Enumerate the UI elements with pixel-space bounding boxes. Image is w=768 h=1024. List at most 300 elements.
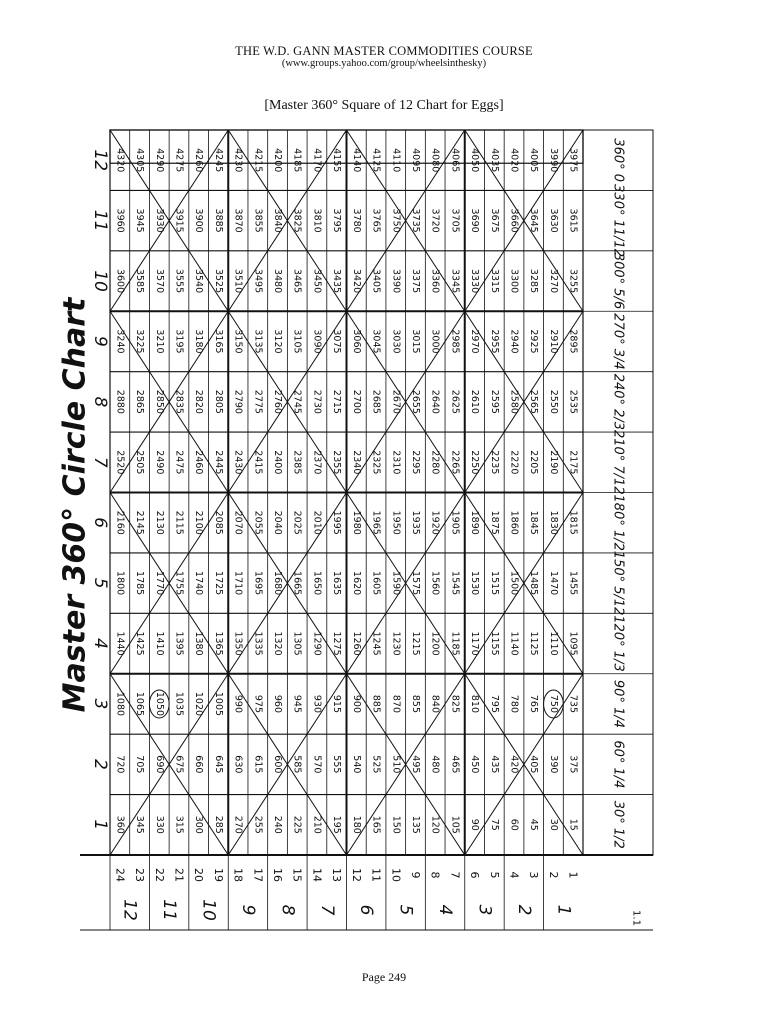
row-sub-label: 11 <box>369 868 383 882</box>
cell-value: 1080 <box>114 691 126 717</box>
cell-value: 1635 <box>331 571 343 596</box>
cell-value: 1725 <box>212 571 224 596</box>
cell-value: 2910 <box>547 329 559 354</box>
cell-value: 3075 <box>331 329 343 354</box>
degree-label: 300° 5/6 <box>610 252 626 310</box>
column-label: 11 <box>90 209 110 232</box>
cell-value: 240 <box>272 815 284 834</box>
document-title: THE W.D. GANN MASTER COMMODITIES COURSE <box>235 44 533 58</box>
cell-value: 645 <box>212 755 224 774</box>
degree-label: 360° 0 <box>610 138 626 183</box>
cell-value: 2235 <box>488 450 500 475</box>
cell-value: 3120 <box>272 329 284 354</box>
cell-value: 3720 <box>429 208 441 233</box>
cell-value: 660 <box>193 755 205 774</box>
row-sub-label: 8 <box>428 871 442 879</box>
cell-value: 2535 <box>567 389 579 414</box>
cell-value: 1560 <box>429 571 441 596</box>
row-label: 7 <box>316 904 337 916</box>
cell-value: 3840 <box>272 208 284 233</box>
cell-value: 270 <box>232 815 244 834</box>
cell-value: 3330 <box>469 268 481 294</box>
cell-value: 1170 <box>469 631 481 656</box>
cell-value: 1875 <box>488 510 500 535</box>
cell-value: 2640 <box>429 389 441 414</box>
row-sub-label: 2 <box>546 871 560 879</box>
cell-value: 3600 <box>114 268 126 294</box>
cell-value: 2700 <box>350 389 362 414</box>
cell-value: 2775 <box>252 389 264 414</box>
cell-value: 840 <box>429 694 441 714</box>
cell-value: 2205 <box>528 450 540 475</box>
row-sub-label: 16 <box>271 868 285 882</box>
cell-value: 30 <box>547 818 559 831</box>
cell-value: 1965 <box>370 510 382 535</box>
cell-value: 570 <box>311 755 323 774</box>
cell-value: 1845 <box>528 510 540 535</box>
cell-value: 405 <box>528 755 540 774</box>
cell-value: 2760 <box>272 389 284 414</box>
cell-value: 2835 <box>173 389 185 414</box>
cell-value: 135 <box>409 815 421 834</box>
degree-label: 330° 11/12 <box>610 184 626 258</box>
cell-value: 1515 <box>488 571 500 596</box>
cell-value: 120 <box>429 815 441 834</box>
cell-value: 2955 <box>488 329 500 354</box>
row-sub-label: 17 <box>251 868 265 882</box>
cell-value: 2970 <box>469 329 481 354</box>
row-sub-label: 6 <box>468 871 482 879</box>
cell-value: 960 <box>272 694 284 714</box>
cell-value: 975 <box>252 694 264 714</box>
cell-value: 3060 <box>350 329 362 354</box>
cell-value: 2385 <box>291 450 303 475</box>
cell-value: 2355 <box>331 450 343 475</box>
cell-value: 1200 <box>429 631 441 656</box>
cell-value: 3570 <box>153 268 165 294</box>
cell-value: 255 <box>252 815 264 834</box>
cell-value: 990 <box>232 694 244 714</box>
cell-value: 3270 <box>547 268 559 294</box>
row-sub-label: 15 <box>290 868 304 882</box>
row-label: 9 <box>237 904 258 916</box>
row-label: 6 <box>356 904 377 916</box>
cell-value: 3795 <box>331 208 343 233</box>
cell-value: 3210 <box>153 329 165 354</box>
cell-value: 2220 <box>508 450 520 475</box>
cell-value: 4290 <box>153 148 165 173</box>
corner-mark: 1.1 <box>630 910 642 926</box>
cell-value: 3900 <box>193 208 205 233</box>
column-label: 1 <box>90 819 110 831</box>
cell-value: 480 <box>429 755 441 774</box>
row-label: 4 <box>435 904 456 916</box>
column-label: 8 <box>90 396 110 408</box>
cell-value: 630 <box>232 755 244 774</box>
cell-value: 2430 <box>232 450 244 475</box>
cell-value: 2820 <box>193 389 205 414</box>
row-label: 2 <box>513 904 534 916</box>
cell-value: 2175 <box>567 450 579 475</box>
cell-value: 1995 <box>331 510 343 535</box>
row-label: 11 <box>159 899 180 921</box>
cell-value: 1785 <box>134 571 146 596</box>
cell-value: 1320 <box>272 631 284 656</box>
cell-value: 210 <box>311 815 323 834</box>
cell-value: 420 <box>508 755 520 774</box>
degree-label: 120° 1/3 <box>610 615 626 672</box>
cell-value: 3105 <box>291 329 303 354</box>
cell-value: 1185 <box>449 631 461 656</box>
cell-value: 4110 <box>390 148 402 173</box>
column-labels <box>90 149 110 830</box>
cell-value: 3585 <box>134 268 146 294</box>
cell-value: 2730 <box>311 389 323 414</box>
cell-value: 2850 <box>153 389 165 414</box>
cell-value: 2055 <box>252 510 264 535</box>
cell-value: 1095 <box>567 631 579 656</box>
cell-value: 3525 <box>212 268 224 294</box>
cell-value: 1770 <box>153 571 165 596</box>
cell-value: 1860 <box>508 510 520 535</box>
row-sub-label: 1 <box>566 871 580 879</box>
cell-value: 870 <box>390 694 402 714</box>
cell-value: 525 <box>370 755 382 774</box>
cell-value: 2085 <box>212 510 224 535</box>
cell-value: 315 <box>173 815 185 834</box>
cell-value: 2040 <box>272 510 284 535</box>
degree-label: 150° 5/12 <box>610 550 626 616</box>
cell-value: 1815 <box>567 510 579 535</box>
row-sub-label: 23 <box>133 868 147 882</box>
row-label: 5 <box>395 904 416 916</box>
cell-value: 3675 <box>488 208 500 233</box>
cell-value: 2595 <box>488 389 500 414</box>
cell-value: 1125 <box>528 631 540 656</box>
cell-value: 3750 <box>390 208 402 233</box>
row-sub-label: 13 <box>330 868 344 882</box>
cell-value: 1215 <box>409 631 421 656</box>
degree-label: 210° 7/12 <box>610 429 626 495</box>
row-labels <box>80 855 653 930</box>
cell-value: 3165 <box>212 329 224 354</box>
cell-value: 2145 <box>134 510 146 535</box>
column-label: 10 <box>90 270 110 292</box>
cell-value: 2880 <box>114 389 126 414</box>
cell-value: 855 <box>409 694 421 714</box>
cell-value: 1935 <box>409 510 421 535</box>
cell-value: 930 <box>311 694 323 714</box>
cell-value: 45 <box>528 818 540 831</box>
cell-value: 825 <box>449 694 461 714</box>
cell-value: 75 <box>488 818 500 831</box>
cell-value: 2655 <box>409 389 421 414</box>
cell-value: 4050 <box>469 148 481 173</box>
cell-value: 765 <box>528 694 540 714</box>
cell-value: 2520 <box>114 450 126 475</box>
column-label: 7 <box>90 456 110 468</box>
cell-value: 510 <box>390 755 402 774</box>
cell-value: 2280 <box>429 450 441 475</box>
cell-value: 2895 <box>567 329 579 354</box>
cell-value: 1500 <box>508 571 520 596</box>
cell-value: 4035 <box>488 148 500 173</box>
cell-value: 3240 <box>114 329 126 354</box>
cell-value: 1680 <box>272 571 284 596</box>
column-label: 9 <box>90 336 110 347</box>
cell-value: 2490 <box>153 450 165 475</box>
cell-value: 4230 <box>232 148 244 173</box>
cell-value: 60 <box>508 818 520 831</box>
cell-value: 4320 <box>114 148 126 173</box>
cell-value: 1920 <box>429 510 441 535</box>
cell-value: 435 <box>488 755 500 774</box>
cell-value: 3315 <box>488 268 500 294</box>
cell-value: 4155 <box>331 148 343 173</box>
cell-value: 3480 <box>272 268 284 294</box>
cell-value: 3870 <box>232 208 244 233</box>
row-label: 12 <box>119 899 140 921</box>
cell-value: 2295 <box>409 450 421 475</box>
cell-value: 1110 <box>547 631 559 656</box>
cell-value: 2940 <box>508 329 520 354</box>
cell-value: 1140 <box>508 631 520 656</box>
cell-value: 165 <box>370 815 382 834</box>
cell-value: 1350 <box>232 631 244 656</box>
cell-value: 2325 <box>370 450 382 475</box>
cell-value: 690 <box>153 755 165 774</box>
cell-value: 1050 <box>153 691 165 717</box>
cell-value: 2190 <box>547 450 559 475</box>
cell-value: 3945 <box>134 208 146 233</box>
cell-value: 4200 <box>272 148 284 173</box>
cell-value: 3630 <box>547 208 559 233</box>
cell-value: 4245 <box>212 148 224 173</box>
cell-value: 3195 <box>173 329 185 354</box>
cell-value: 3960 <box>114 208 126 233</box>
cell-value: 3285 <box>528 268 540 294</box>
cell-value: 1620 <box>350 571 362 596</box>
cell-value: 1035 <box>173 691 185 717</box>
cell-value: 4215 <box>252 148 264 173</box>
cell-value: 3540 <box>193 268 205 294</box>
cell-value: 3825 <box>291 208 303 233</box>
cell-value: 1575 <box>409 571 421 596</box>
cell-value: 90 <box>469 818 481 831</box>
cell-value: 780 <box>508 694 520 714</box>
cell-value: 2415 <box>252 450 264 475</box>
row-sub-label: 20 <box>192 868 206 882</box>
column-label: 6 <box>90 517 110 529</box>
cell-value: 2670 <box>390 389 402 414</box>
cell-value: 375 <box>567 755 579 774</box>
cell-value: 2475 <box>173 450 185 475</box>
cell-value: 1530 <box>469 571 481 596</box>
degree-labels <box>583 130 653 855</box>
cell-value: 285 <box>212 815 224 834</box>
cell-value: 2460 <box>193 450 205 475</box>
cell-value: 390 <box>547 755 559 774</box>
row-sub-label: 12 <box>349 868 363 882</box>
cell-value: 4005 <box>528 148 540 173</box>
cell-value: 4095 <box>409 148 421 173</box>
cell-value: 1740 <box>193 571 205 596</box>
row-sub-label: 18 <box>231 868 245 882</box>
cell-value: 3780 <box>350 208 362 233</box>
cell-value: 2370 <box>311 450 323 475</box>
cell-value: 1710 <box>232 571 244 596</box>
cell-value: 3030 <box>390 329 402 354</box>
cell-value: 1395 <box>173 631 185 656</box>
cell-value: 915 <box>331 694 343 714</box>
cell-value: 3090 <box>311 329 323 354</box>
cell-value: 1605 <box>370 571 382 596</box>
cell-value: 675 <box>173 755 185 774</box>
cell-value: 2115 <box>173 510 185 535</box>
cell-value: 1470 <box>547 571 559 596</box>
cell-value: 3615 <box>567 208 579 233</box>
cell-value: 4185 <box>291 148 303 173</box>
cell-value: 4275 <box>173 148 185 173</box>
cell-value: 945 <box>291 694 303 714</box>
row-label: 10 <box>198 899 219 921</box>
cell-value: 4125 <box>370 148 382 173</box>
cell-value: 2865 <box>134 389 146 414</box>
cell-value: 150 <box>390 815 402 834</box>
cell-value: 2340 <box>350 450 362 475</box>
cell-value: 4140 <box>350 148 362 173</box>
cell-value: 1590 <box>390 571 402 596</box>
cell-value: 495 <box>409 755 421 774</box>
cell-value: 2715 <box>331 389 343 414</box>
column-label: 12 <box>90 149 110 172</box>
cell-value: 1980 <box>350 510 362 535</box>
cell-value: 3345 <box>449 268 461 294</box>
cell-value: 2985 <box>449 329 461 354</box>
chart-caption: [Master 360° Square of 12 Chart for Eggs] <box>264 98 504 113</box>
cell-value: 2250 <box>469 450 481 475</box>
degree-label: 60° 1/4 <box>610 740 626 789</box>
cell-value: 1455 <box>567 571 579 596</box>
cell-value: 1155 <box>488 631 500 656</box>
cell-value: 4305 <box>134 148 146 173</box>
cell-value: 3930 <box>153 208 165 233</box>
cell-value: 900 <box>350 694 362 714</box>
cell-value: 3450 <box>311 268 323 294</box>
cell-value: 4080 <box>429 148 441 173</box>
cell-value: 2160 <box>114 510 126 535</box>
degree-label: 30° 1/2 <box>610 800 626 849</box>
row-sub-label: 3 <box>527 871 541 879</box>
cell-value: 2625 <box>449 389 461 414</box>
cell-value: 3000 <box>429 329 441 354</box>
cell-value: 2685 <box>370 389 382 414</box>
column-label: 4 <box>90 638 110 649</box>
cell-value: 360 <box>114 815 126 834</box>
cell-value: 705 <box>134 755 146 774</box>
cell-value: 2790 <box>232 389 244 414</box>
cell-value: 1950 <box>390 510 402 535</box>
cell-value: 600 <box>272 755 284 774</box>
cell-value: 615 <box>252 755 264 774</box>
cell-value: 1440 <box>114 631 126 656</box>
cell-value: 3510 <box>232 268 244 294</box>
cell-value: 3300 <box>508 268 520 294</box>
row-sub-label: 14 <box>310 868 324 882</box>
cell-value: 330 <box>153 815 165 834</box>
cell-value: 1365 <box>212 631 224 656</box>
row-sub-label: 24 <box>113 868 127 882</box>
cell-value: 3360 <box>429 268 441 294</box>
cell-value: 3135 <box>252 329 264 354</box>
row-sub-label: 22 <box>152 868 166 882</box>
cell-value: 1260 <box>350 631 362 656</box>
cell-value: 3150 <box>232 329 244 354</box>
cell-value: 1755 <box>173 571 185 596</box>
cell-value: 3375 <box>409 268 421 294</box>
cell-value: 540 <box>350 755 362 774</box>
cell-value: 1335 <box>252 631 264 656</box>
cell-value: 1380 <box>193 631 205 656</box>
cell-value: 1020 <box>193 691 205 717</box>
cell-value: 2100 <box>193 510 205 535</box>
cell-value: 3465 <box>291 268 303 294</box>
cell-value: 2580 <box>508 389 520 414</box>
cell-value: 2745 <box>291 389 303 414</box>
cell-value: 3705 <box>449 208 461 233</box>
cell-value: 1890 <box>469 510 481 535</box>
cell-value: 4020 <box>508 148 520 173</box>
cell-value: 4065 <box>449 148 461 173</box>
cell-value: 195 <box>331 815 343 834</box>
row-sub-label: 21 <box>172 868 186 882</box>
side-title: Master 360° Circle Chart <box>57 297 93 713</box>
cell-value: 3810 <box>311 208 323 233</box>
cell-value: 2265 <box>449 450 461 475</box>
row-sub-label: 7 <box>448 871 462 879</box>
column-label: 2 <box>90 758 110 770</box>
cell-value: 2925 <box>528 329 540 354</box>
cell-value: 3390 <box>390 268 402 294</box>
cell-value: 225 <box>291 815 303 834</box>
cell-value: 15 <box>567 818 579 831</box>
cell-value: 1830 <box>547 510 559 535</box>
cell-value: 2310 <box>390 450 402 475</box>
cell-value: 3735 <box>409 208 421 233</box>
cell-value: 3885 <box>212 208 224 233</box>
cell-value: 795 <box>488 694 500 714</box>
cell-value: 1005 <box>212 691 224 717</box>
cell-value: 1800 <box>114 571 126 596</box>
page-number: Page 249 <box>361 970 407 984</box>
cell-value: 3555 <box>173 268 185 294</box>
cell-value: 1065 <box>134 691 146 717</box>
cell-value: 3420 <box>350 268 362 294</box>
cell-value: 180 <box>350 815 362 834</box>
degree-label: 240° 2/3 <box>610 373 626 431</box>
cell-value: 1425 <box>134 631 146 656</box>
cell-value: 1275 <box>331 631 343 656</box>
cell-value: 4170 <box>311 148 323 173</box>
cell-value: 2805 <box>212 389 224 414</box>
cell-value: 720 <box>114 755 126 774</box>
document-url: (www.groups.yahoo.com/group/wheelsinthesky) <box>281 58 487 69</box>
cell-value: 3405 <box>370 268 382 294</box>
cell-value: 1545 <box>449 571 461 596</box>
column-label: 3 <box>90 698 110 710</box>
cell-value: 3225 <box>134 329 146 354</box>
cell-value: 3255 <box>567 268 579 294</box>
